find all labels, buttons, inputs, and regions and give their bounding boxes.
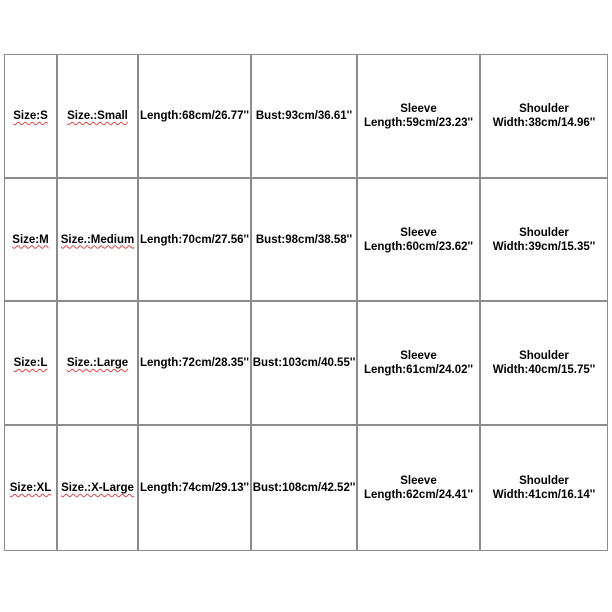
length-cell: Length:74cm/29.13'' (138, 425, 251, 551)
length-cell: Length:70cm/27.56'' (138, 178, 251, 301)
shoulder-width-cell: Shoulder Width:41cm/16.14'' (480, 425, 608, 551)
bust-cell: Bust:93cm/36.61'' (251, 54, 357, 178)
size-name-label: Size.:Large (66, 357, 129, 369)
sleeve-length-cell: Sleeve Length:59cm/23.23'' (357, 54, 480, 178)
bust-cell: Bust:103cm/40.55'' (251, 301, 357, 425)
bust-cell: Bust:108cm/42.52'' (251, 425, 357, 551)
shoulder-width-cell: Shoulder Width:40cm/15.75'' (480, 301, 608, 425)
sleeve-length-cell: Sleeve Length:61cm/24.02'' (357, 301, 480, 425)
shoulder-width-cell: Shoulder Width:39cm/15.35'' (480, 178, 608, 301)
sleeve-length-cell: Sleeve Length:62cm/24.41'' (357, 425, 480, 551)
size-name-cell (57, 301, 138, 425)
bust-cell: Bust:98cm/38.58'' (251, 178, 357, 301)
size-name-label: Size.:Small (67, 110, 128, 122)
size-label: Size:S (13, 110, 48, 122)
size-name-cell (57, 178, 138, 301)
sleeve-length-cell: Sleeve Length:60cm/23.62'' (357, 178, 480, 301)
length-cell: Length:72cm/28.35'' (138, 301, 251, 425)
size-cell (4, 178, 57, 301)
length-cell: Length:68cm/26.77'' (138, 54, 251, 178)
size-cell (4, 425, 57, 551)
size-name-label: Size.:X-Large (61, 482, 134, 494)
size-cell (4, 301, 57, 425)
size-cell (4, 54, 57, 178)
size-label: Size:L (13, 357, 48, 369)
size-label: Size:M (12, 233, 49, 246)
size-chart-table (4, 54, 608, 551)
size-label: Size:XL (9, 482, 52, 494)
shoulder-width-cell: Shoulder Width:38cm/14.96'' (480, 54, 608, 178)
size-name-label: Size.:Medium (60, 233, 135, 246)
size-name-cell (57, 425, 138, 551)
size-name-cell (57, 54, 138, 178)
